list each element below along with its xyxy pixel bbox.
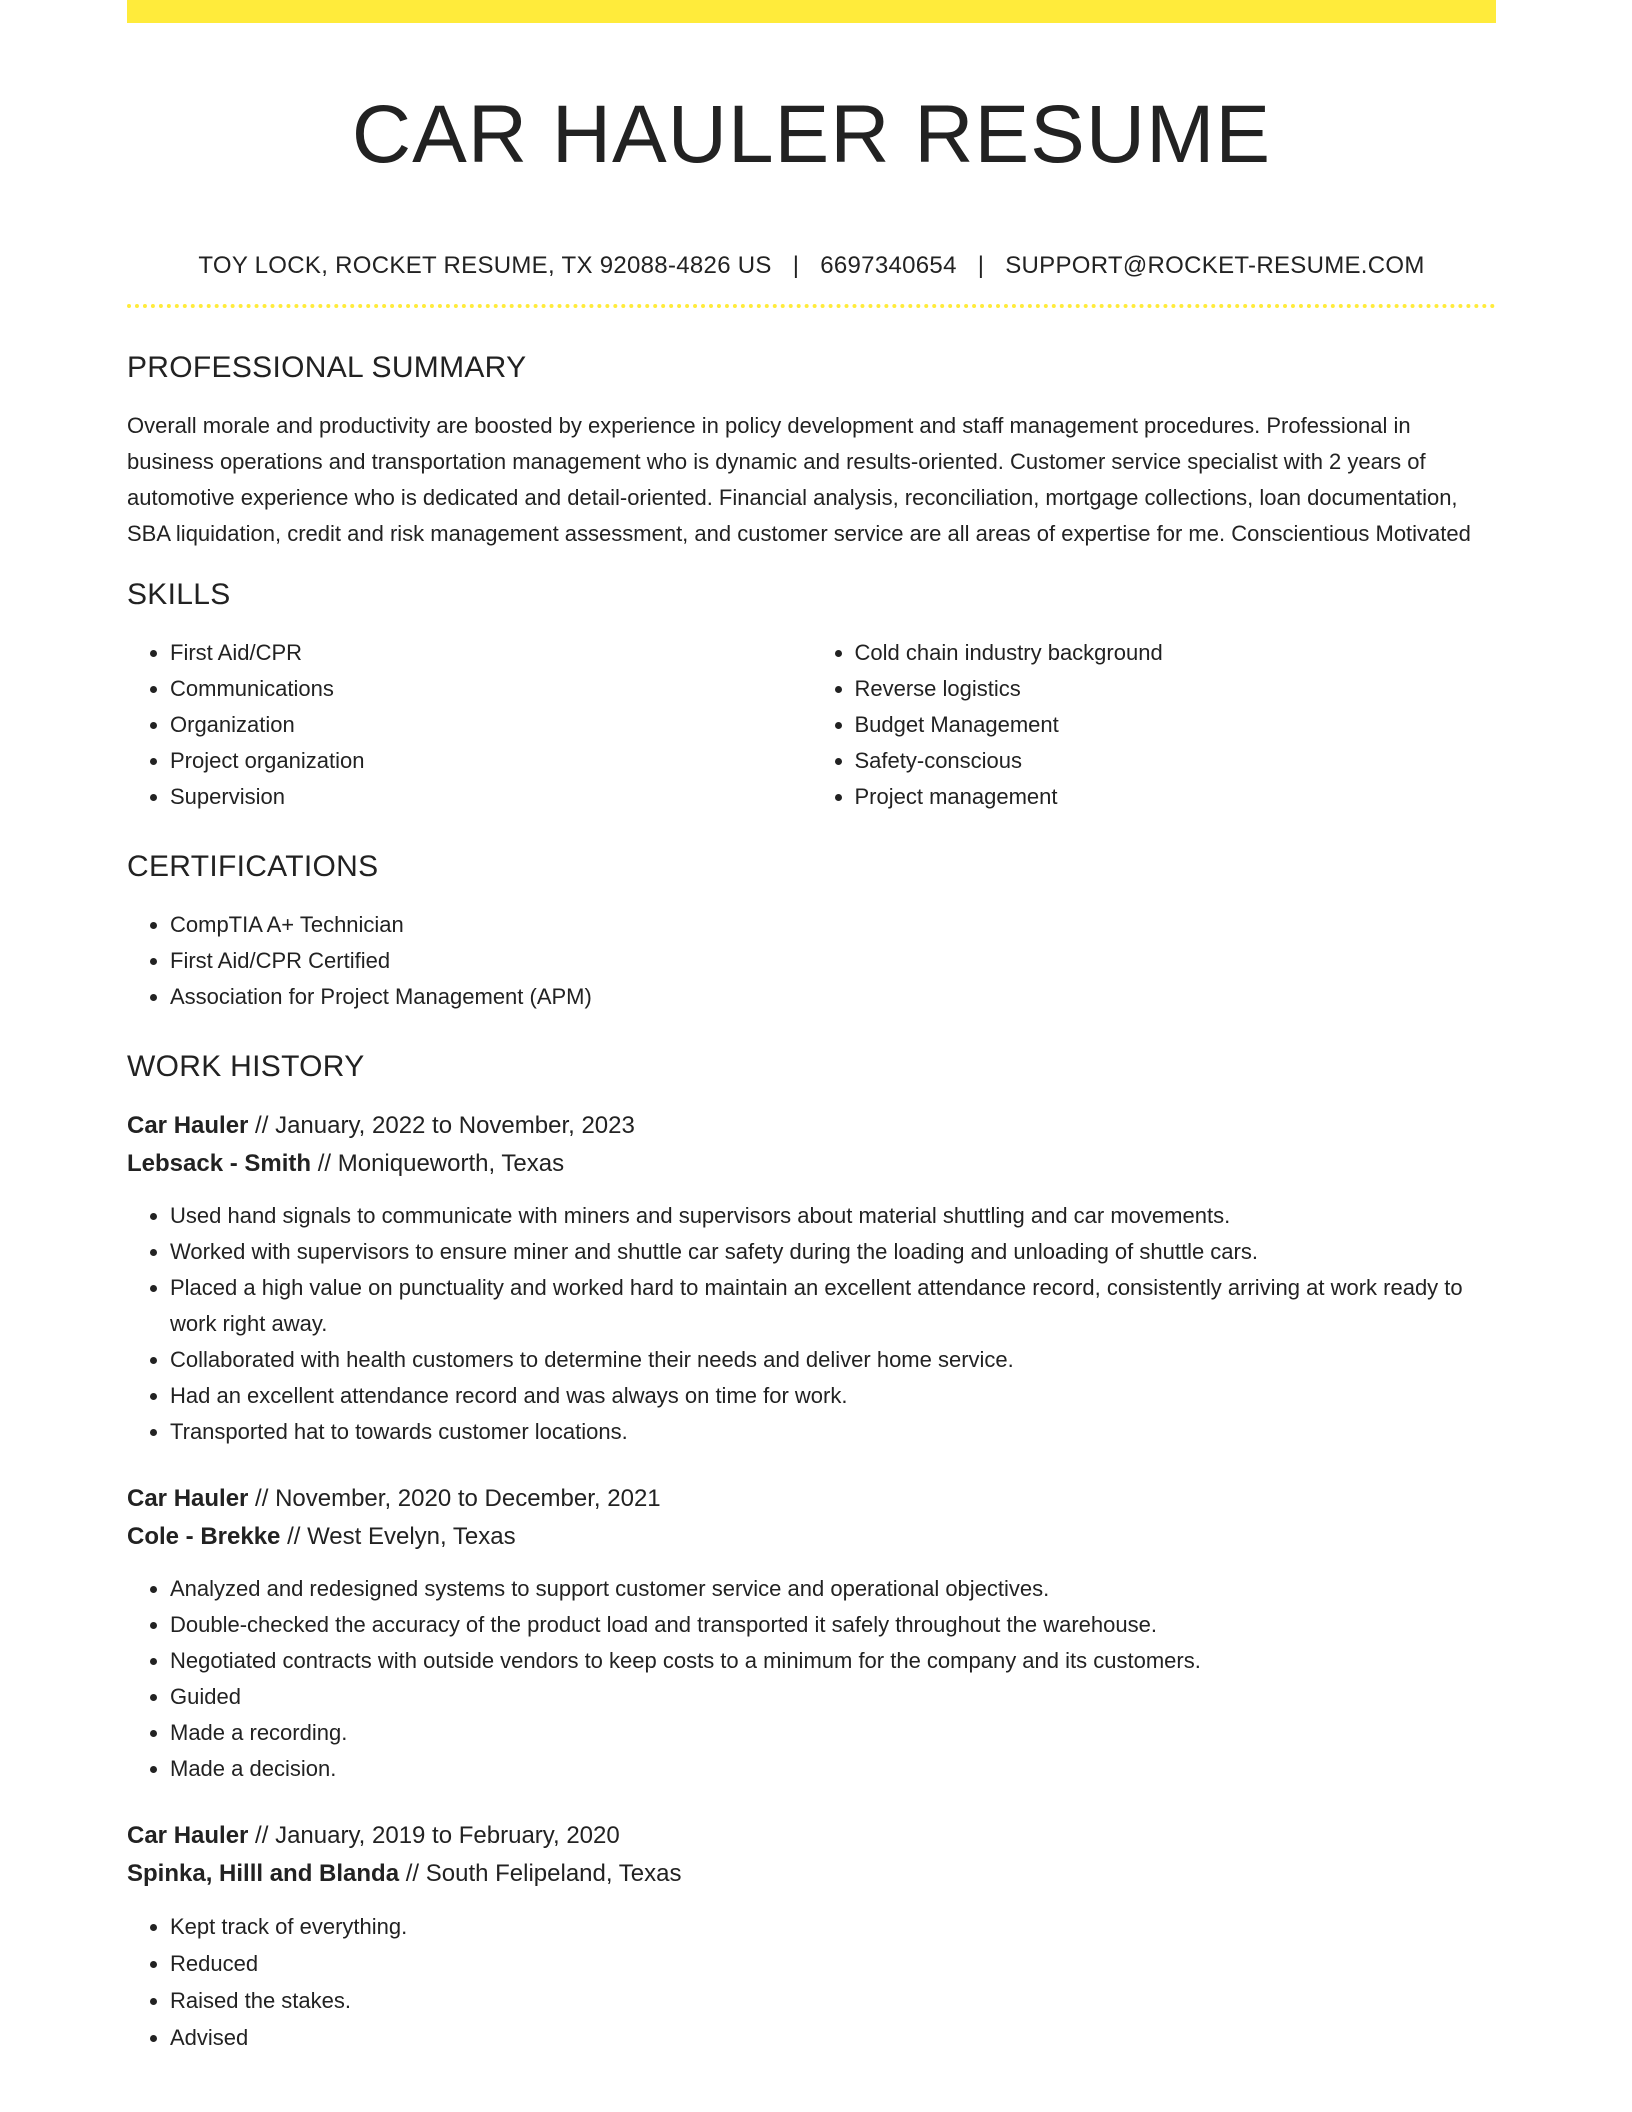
job-company: Spinka, Hilll and Blanda (127, 1860, 400, 1887)
contact-separator: | (792, 252, 800, 279)
summary-text: Overall morale and productivity are boosted by experience in policy development and staff management procedures. Professional in business operations and transportation management who is dynamic and results-oriented. Customer service specialist with 2 years of automotive experience who is dedicated and detail-oriented. Financial analysis, reconciliation, mortgage collections, loan documentation, SBA liquidation, credit and risk management assessment, and customer service are all areas of expertise for me. Conscientious Motivated (127, 413, 1471, 546)
job-company-line (127, 1855, 1496, 1893)
certifications-heading: CERTIFICATIONS (127, 850, 379, 883)
skill-item: • Organization (170, 707, 812, 743)
job-dates: // January, 2019 to February, 2020 (248, 1822, 620, 1849)
job-location: // Moniqueworth, Texas (311, 1150, 565, 1177)
job-title: Car Hauler (127, 1112, 249, 1139)
skill-item: • Safety-conscious (855, 743, 1497, 779)
header-divider (127, 304, 1496, 308)
job-bullet-list (127, 1198, 1496, 1450)
job-bullet: • Kept track of everything. (170, 1908, 1496, 1945)
certification-item: • First Aid/CPR Certified (170, 943, 1496, 979)
job-bullet: • Collaborated with health customers to determine their needs and deliver home service. (170, 1342, 1496, 1378)
job-dates: // January, 2022 to November, 2023 (248, 1112, 635, 1139)
job-bullet: • Guided (170, 1679, 1496, 1715)
job-bullet: • Made a decision. (170, 1751, 1496, 1787)
job-bullet: • Raised the stakes. (170, 1982, 1496, 2019)
job-title: Car Hauler (127, 1822, 249, 1849)
skill-item: • Budget Management (855, 707, 1497, 743)
job-entry (127, 1817, 1496, 2056)
certification-item: • CompTIA A+ Technician (170, 907, 1496, 943)
skills-columns (127, 635, 1496, 815)
job-bullet: • Advised (170, 2019, 1496, 2056)
resume-title: CAR HAULER RESUME (351, 89, 1272, 180)
job-title-line (127, 1107, 1496, 1145)
job-company: Lebsack - Smith (127, 1150, 312, 1177)
job-bullet: • Had an excellent attendance record and was always on time for work. (170, 1378, 1496, 1414)
skill-item: • Cold chain industry background (855, 635, 1497, 671)
job-title-line (127, 1817, 1496, 1855)
skills-heading: SKILLS (127, 578, 231, 611)
job-bullet-list (127, 1571, 1496, 1787)
job-entry (127, 1480, 1496, 1787)
job-location: // South Felipeland, Texas (399, 1860, 682, 1887)
skill-item: • Project management (855, 779, 1497, 815)
job-bullet-list (127, 1908, 1496, 2056)
skill-item: • First Aid/CPR (170, 635, 812, 671)
job-bullet: • Transported hat to towards customer locations. (170, 1414, 1496, 1450)
work-history-heading: WORK HISTORY (127, 1050, 365, 1083)
skill-item: • Project organization (170, 743, 812, 779)
job-bullet: • Negotiated contracts with outside vendors to keep costs to a minimum for the company and its customers. (170, 1643, 1496, 1679)
contact-line (127, 251, 1496, 281)
skills-list-left (127, 635, 812, 815)
certification-item: • Association for Project Management (APM) (170, 979, 1496, 1015)
job-company-line (127, 1518, 1496, 1556)
skill-item: • Reverse logistics (855, 671, 1497, 707)
skills-list-right (812, 635, 1497, 815)
job-bullet: • Worked with supervisors to ensure miner and shuttle car safety during the loading and unloading of shuttle cars. (170, 1234, 1496, 1270)
job-bullet: • Placed a high value on punctuality and worked hard to maintain an excellent attendance record, consistently arriving at work ready to work right away. (170, 1270, 1496, 1342)
contact-separator: | (977, 252, 985, 279)
certifications-list (127, 907, 1496, 1015)
contact-email: SUPPORT@ROCKET-RESUME.COM (1005, 252, 1425, 279)
job-title: Car Hauler (127, 1485, 249, 1512)
contact-address: TOY LOCK, ROCKET RESUME, TX 92088-4826 US (198, 252, 772, 279)
job-location: // West Evelyn, Texas (280, 1523, 516, 1550)
job-dates: // November, 2020 to December, 2021 (248, 1485, 661, 1512)
job-bullet: • Analyzed and redesigned systems to support customer service and operational objectives. (170, 1571, 1496, 1607)
resume-page (127, 0, 1496, 2056)
job-bullet: • Reduced (170, 1945, 1496, 1982)
job-entry (127, 1107, 1496, 1450)
job-bullet: • Made a recording. (170, 1715, 1496, 1751)
job-company-line (127, 1145, 1496, 1183)
job-bullet: • Used hand signals to communicate with miners and supervisors about material shuttling and car movements. (170, 1198, 1496, 1234)
job-bullet: • Double-checked the accuracy of the product load and transported it safely throughout the warehouse. (170, 1607, 1496, 1643)
contact-phone: 6697340654 (820, 252, 957, 279)
summary-heading: PROFESSIONAL SUMMARY (127, 351, 527, 384)
job-title-line (127, 1480, 1496, 1518)
skill-item: • Supervision (170, 779, 812, 815)
job-company: Cole - Brekke (127, 1523, 281, 1550)
skill-item: • Communications (170, 671, 812, 707)
accent-top-bar (127, 0, 1496, 23)
